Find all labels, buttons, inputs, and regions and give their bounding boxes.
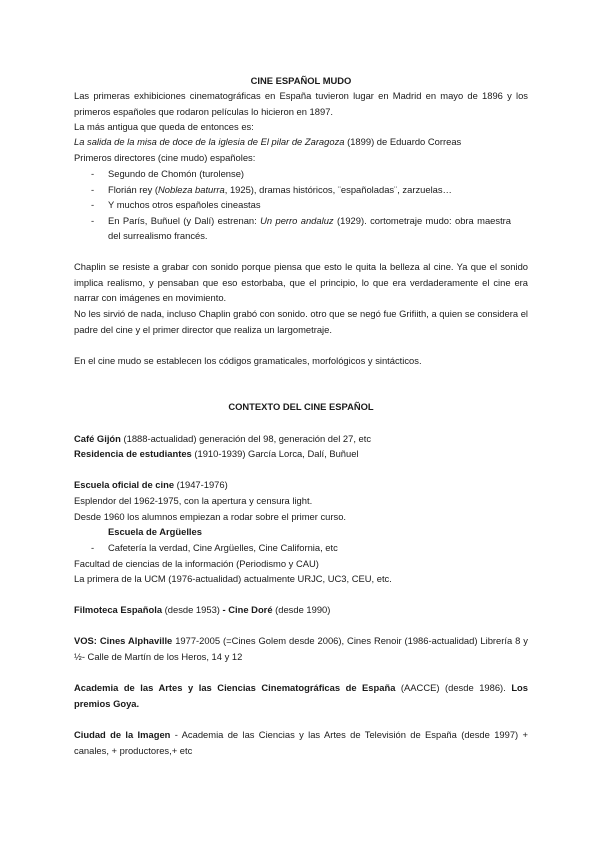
residencia-line: Residencia de estudiantes (1910-1939) García Lorca, Dalí, Buñuel <box>74 448 359 459</box>
facultad-line: Facultad de ciencias de la información (Periodismo y CAU) <box>74 558 319 569</box>
arguelles-heading: Escuela de Argüelles <box>108 526 202 537</box>
chaplin-paragraph-2: No les sirvió de nada, incluso Chaplin grabó con sonido. otro que se negó fue Grifiith, a quien se considera el padre del cine y el primer director que realiza un largometraje. <box>74 308 528 335</box>
directors-list <box>74 166 511 244</box>
list-item: - Segundo de Chomón (turolense) <box>91 166 511 182</box>
list-item: - Cafetería la verdad, Cine Argüelles, Cine California, etc <box>91 540 511 556</box>
section-title-contexto: CONTEXTO DEL CINE ESPAÑOL <box>228 401 374 412</box>
desde-1960-line: Desde 1960 los alumnos empiezan a rodar sobre el primer curso. <box>74 511 347 522</box>
codes-paragraph: En el cine mudo se establecen los códigos gramaticales, morfológicos y sintácticos. <box>74 355 422 366</box>
chaplin-paragraph: Chaplin se resiste a grabar con sonido porque piensa que esto le quita la belleza al cine. Ya que el sonido implica realismo, y pensaban que eso estorbaba, que el principio, lo que era verdaderamente el cine era narrar con imágenes en movimiento. <box>74 261 528 304</box>
ciudad-imagen-paragraph: Ciudad de la Imagen - Academia de las Ciencias y las Artes de Televisión de España (desde 1997) + canales, + productores,+ etc <box>74 729 528 756</box>
intro-paragraph: Las primeras exhibiciones cinematográficas en España tuvieron lugar en Madrid en mayo de 1896 y los primeros españoles que rodaron películas lo hicieron en 1897. <box>74 90 528 117</box>
oldest-film-title: La salida de la misa de doce de la iglesia de El pilar de Zaragoza <box>74 136 345 147</box>
escuela-oficial-line: Escuela oficial de cine (1947-1976) <box>74 479 228 490</box>
oldest-film-line <box>74 134 528 150</box>
list-item: - En París, Buñuel (y Dalí) estrenan: Un perro andaluz (1929). cortometraje mudo: obra maestra del surrealismo francés. <box>91 213 511 244</box>
list-item: - Y muchos otros españoles cineastas <box>91 197 511 213</box>
esplendor-line: Esplendor del 1962-1975, con la apertura y censura light. <box>74 495 313 506</box>
directors-label: Primeros directores (cine mudo) españoles: <box>74 152 256 163</box>
section-title-cine-mudo: CINE ESPAÑOL MUDO <box>250 75 352 86</box>
oldest-film-rest: (1899) de Eduardo Correas <box>344 136 462 147</box>
arguelles-list <box>74 540 511 556</box>
filmoteca-line: Filmoteca Española (desde 1953) - Cine Doré (desde 1990) <box>74 604 331 615</box>
oldest-label: La más antigua que queda de entonces es: <box>74 121 254 132</box>
academia-paragraph: Academia de las Artes y las Ciencias Cinematográficas de España (AACCE) (desde 1986). Los premios Goya. <box>74 682 528 709</box>
vos-paragraph: VOS: Cines Alphaville 1977-2005 (=Cines Golem desde 2006), Cines Renoir (1986-actualidad) Librería 8 y ½- Calle de Martín de los Heros, 14 y 12 <box>74 635 528 662</box>
list-item: - Florián rey (Nobleza baturra, 1925), dramas históricos, ¨españoladas¨, zarzuelas… <box>91 182 511 198</box>
cafe-gijon-line: Café Gijón (1888-actualidad) generación del 98, generación del 27, etc <box>74 433 372 444</box>
ucm-line: La primera de la UCM (1976-actualidad) actualmente URJC, UC3, CEU, etc. <box>74 573 392 584</box>
